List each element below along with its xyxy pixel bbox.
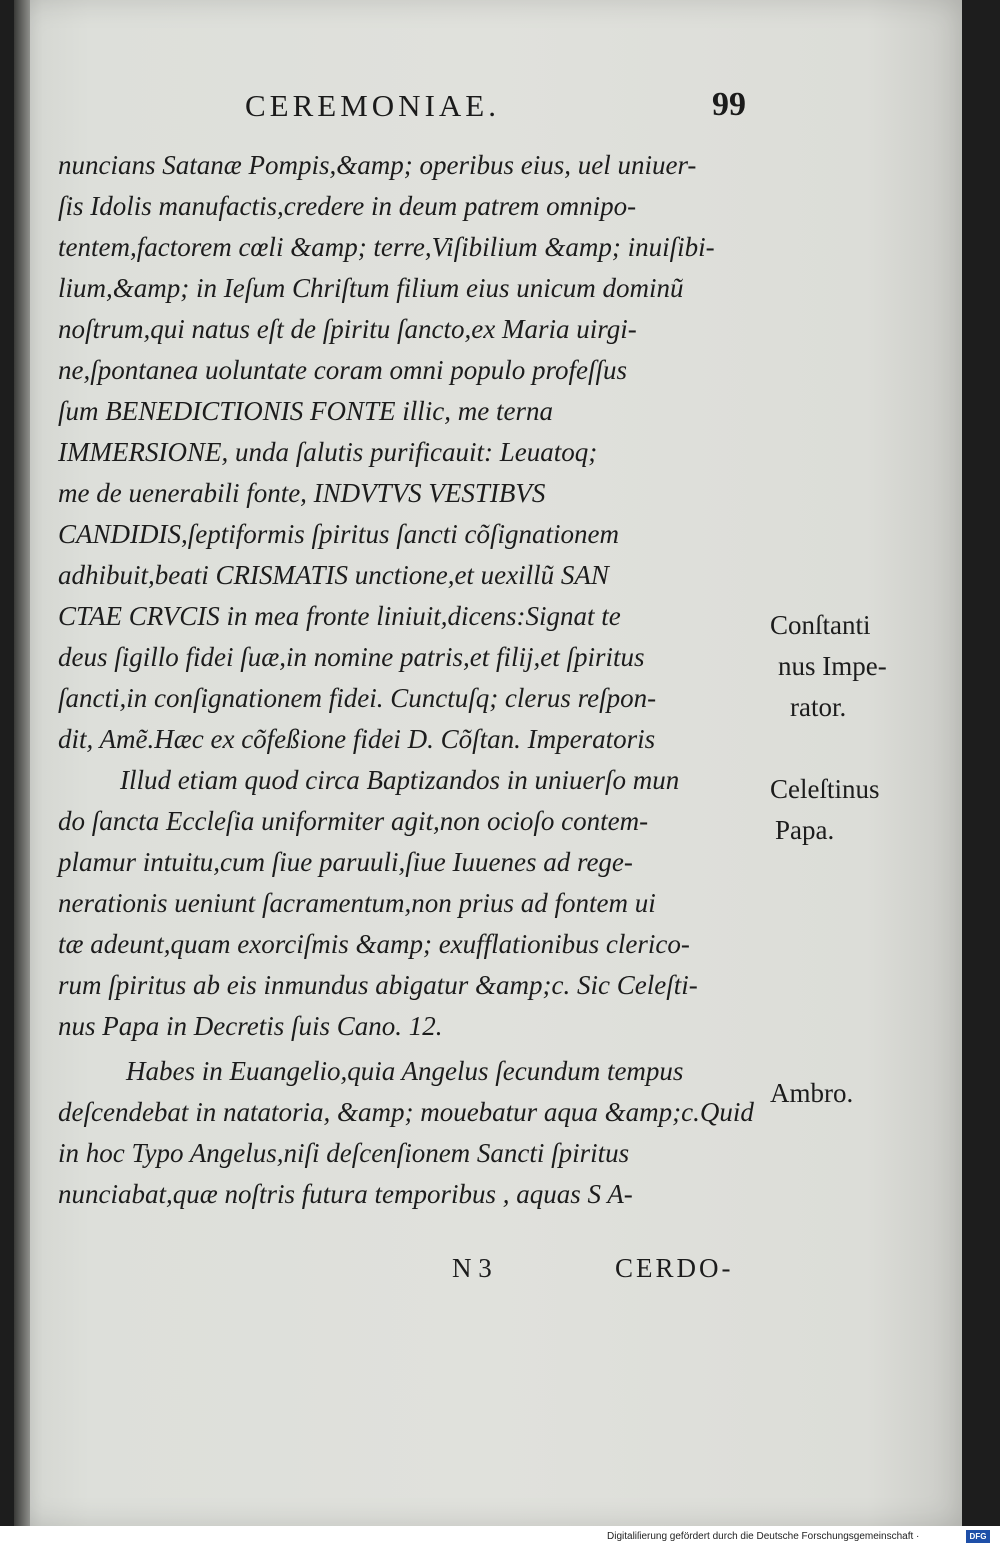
text-line: tæ adeunt,quam exorciſmis &amp; exufflationibus clerico-	[58, 929, 690, 959]
text-line: nerationis ueniunt ſacramentum,non prius ad fontem ui	[58, 888, 656, 918]
text-line: ſum BENEDICTIONIS FONTE illic, me terna	[58, 396, 553, 426]
text-line: adhibuit,beati CRISMATIS unctione,et uexillũ SAN	[58, 560, 609, 590]
running-title: CEREMONIAE.	[245, 88, 500, 123]
signature-mark: N 3	[452, 1253, 492, 1283]
text-line: nunciabat,quæ noſtris futura temporibus , aquas S A-	[58, 1179, 633, 1209]
body-text	[58, 145, 770, 1215]
margin-note: Conſtanti	[770, 610, 871, 640]
text-line: nuncians Satanæ Pompis,&amp; operibus eius, uel uniuer-	[58, 150, 697, 180]
text-line: tentem,factorem cœli &amp; terre,Viſibilium &amp; inuiſibi-	[58, 232, 715, 262]
margin-note: Celeſtinus	[770, 774, 880, 804]
page-spine-shadow	[14, 0, 30, 1526]
text-line: rum ſpiritus ab eis inmundus abigatur &amp;c. Sic Celeſti-	[58, 970, 698, 1000]
text-line: Illud etiam quod circa Baptizandos in uniuerſo mun	[120, 765, 680, 795]
text-line: plamur intuitu,cum ſiue paruuli,ſiue Iuuenes ad rege-	[58, 847, 633, 877]
margin-note: Ambro.	[770, 1078, 854, 1108]
dfg-logo: DFG	[966, 1530, 990, 1543]
text-line: dit, Amẽ.Hæc ex cõfeßione fidei D. Cõſtan. Imperatoris	[58, 724, 656, 754]
text-line: ne,ſpontanea uoluntate coram omni populo profeſſus	[58, 355, 627, 385]
digitization-credit: Digitaliſierung gefördert durch die Deutsche Forschungsgemeinschaft ·	[607, 1531, 920, 1542]
text-line: Habes in Euangelio,quia Angelus ſecundum tempus	[126, 1056, 684, 1086]
catchword: CERDO-	[615, 1253, 734, 1283]
text-line: ſancti,in conſignationem fidei. Cunctuſq; clerus reſpon-	[58, 683, 657, 713]
text-line: nus Papa in Decretis ſuis Cano. 12.	[58, 1011, 443, 1041]
text-line: me de uenerabili fonte, INDVTVS VESTIBVS	[58, 478, 546, 508]
text-line: CANDIDIS,ſeptiformis ſpiritus ſancti cõſignationem	[58, 519, 619, 549]
margin-note: Papa.	[775, 815, 835, 845]
margin-note: nus Impe-	[778, 651, 887, 681]
text-line: deſcendebat in natatoria, &amp; mouebatur aqua &amp;c.Quid	[58, 1097, 754, 1127]
text-line: CTAE CRVCIS in mea fronte liniuit,dicens:Signat te	[58, 601, 621, 631]
text-line: deus ſigillo fidei ſuæ,in nomine patris,et filij,et ſpiritus	[58, 642, 645, 672]
text-line: lium,&amp; in Ieſum Chriſtum filium eius unicum dominũ	[58, 273, 684, 303]
text-line: noſtrum,qui natus eſt de ſpiritu ſancto,ex Maria uirgi-	[58, 314, 637, 344]
page-number: 99	[712, 86, 746, 123]
text-line: IMMERSIONE, unda ſalutis purificauit: Leuatoq;	[58, 437, 598, 467]
text-line: ſis Idolis manufactis,credere in deum patrem omnipo-	[58, 191, 637, 221]
text-line: do ſancta Eccleſia uniformiter agit,non ocioſo contem-	[58, 806, 649, 836]
margin-note: rator.	[790, 692, 847, 722]
text-line: in hoc Typo Angelus,niſi deſcenſionem Sancti ſpiritus	[58, 1138, 630, 1168]
